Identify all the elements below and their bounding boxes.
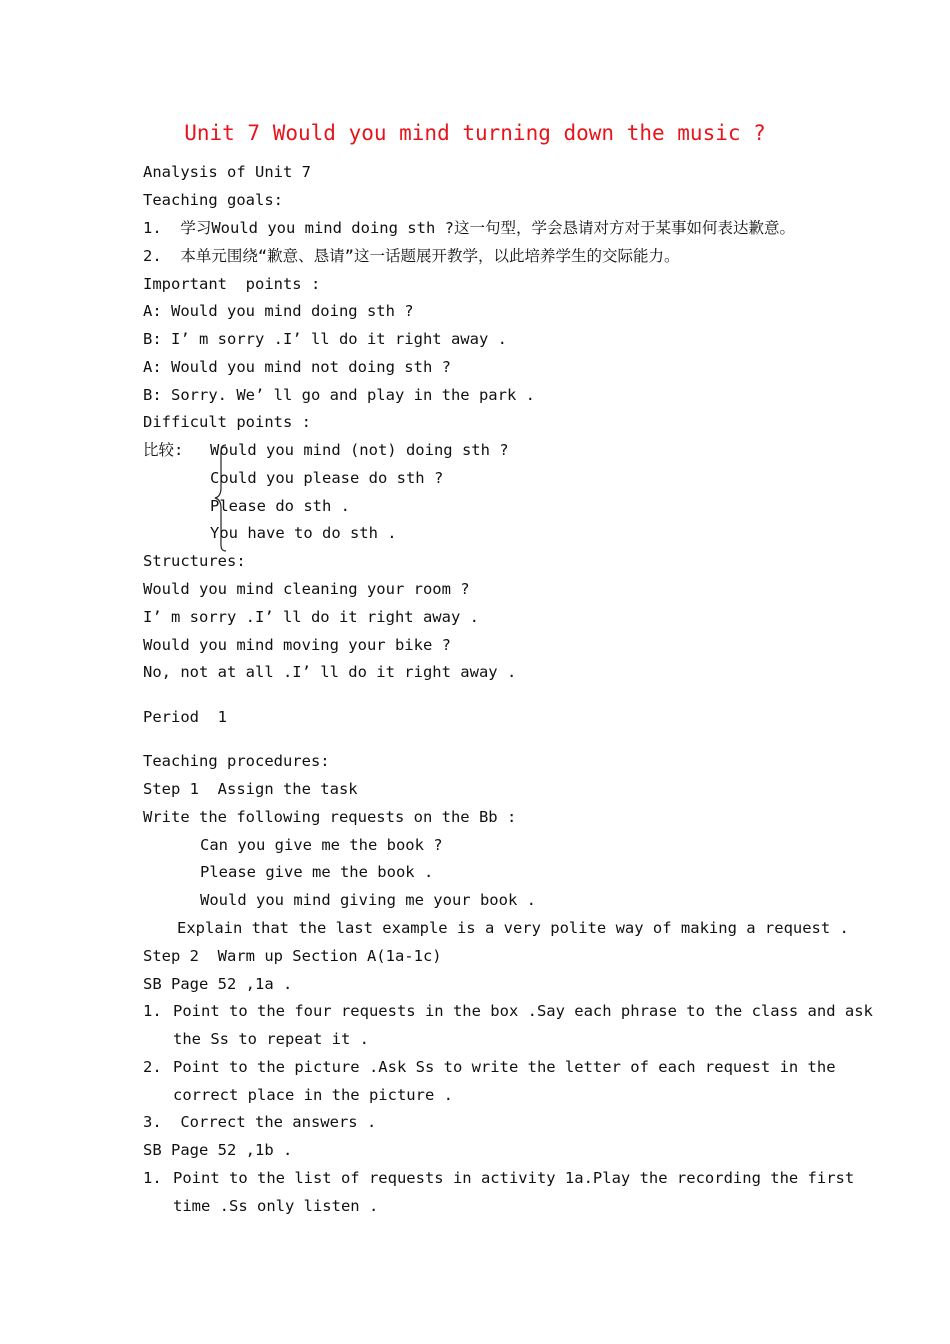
- activity-1a-item-1-line-2: the Ss to repeat it .: [173, 1030, 369, 1048]
- activity-1a-item-2-line-1: Point to the picture .Ask Ss to write the letter of each request in the: [173, 1058, 836, 1076]
- request-2: Please give me the book .: [200, 863, 434, 881]
- structure-3: Would you mind moving your bike ?: [143, 636, 451, 654]
- period-heading: Period 1: [143, 708, 227, 726]
- activity-1a-number-2: 2.: [143, 1058, 162, 1076]
- teaching-goals-label: Teaching goals:: [143, 191, 283, 209]
- important-point-4: B: Sorry. We’ ll go and play in the park .: [143, 386, 535, 404]
- document-title: Unit 7 Would you mind turning down the music ?: [184, 121, 766, 145]
- structure-2: I’ m sorry .I’ ll do it right away .: [143, 608, 479, 626]
- activity-1a-item-2-line-2: correct place in the picture .: [173, 1086, 453, 1104]
- activity-1a-item-1-line-1: Point to the four requests in the box .Say each phrase to the class and ask: [173, 1002, 873, 1020]
- request-1: Can you give me the book ?: [200, 836, 443, 854]
- important-point-1: A: Would you mind doing sth ?: [143, 302, 414, 320]
- compare-item-1: Would you mind (not) doing sth ?: [210, 441, 509, 459]
- goal-2: 2. 本单元围绕“歉意、恳请”这一话题展开教学，以此培养学生的交际能力。: [143, 247, 680, 265]
- structure-4: No, not at all .I’ ll do it right away .: [143, 663, 517, 681]
- compare-item-3: Please do sth .: [210, 497, 350, 515]
- activity-1a-item-3: 3. Correct the answers .: [143, 1113, 377, 1131]
- compare-item-4: You have to do sth .: [210, 524, 397, 542]
- compare-item-2: Could you please do sth ?: [210, 469, 444, 487]
- difficult-points-label: Difficult points :: [143, 413, 311, 431]
- step-2: Step 2 Warm up Section A(1a-1c): [143, 947, 442, 965]
- goal-1: 1. 学习Would you mind doing sth ?这一句型，学会恳请对方对于某事如何表达歉意。: [143, 219, 795, 237]
- compare-label: 比较:: [143, 441, 184, 459]
- sb-page-1b: SB Page 52 ,1b .: [143, 1141, 293, 1159]
- activity-1b-item-1-line-2: time .Ss only listen .: [173, 1197, 379, 1215]
- sb-page-1a: SB Page 52 ,1a .: [143, 975, 293, 993]
- explain-note: Explain that the last example is a very polite way of making a request .: [177, 919, 849, 937]
- activity-1b-item-1-line-1: Point to the list of requests in activity 1a.Play the recording the first: [173, 1169, 855, 1187]
- request-3: Would you mind giving me your book .: [200, 891, 536, 909]
- structures-label: Structures:: [143, 552, 246, 570]
- important-points-label: Important points :: [143, 275, 321, 293]
- procedures-label: Teaching procedures:: [143, 752, 330, 770]
- structure-1: Would you mind cleaning your room ?: [143, 580, 470, 598]
- brace-icon: [214, 444, 228, 552]
- activity-1b-number-1: 1.: [143, 1169, 162, 1187]
- important-point-2: B: I’ m sorry .I’ ll do it right away .: [143, 330, 507, 348]
- important-point-3: A: Would you mind not doing sth ?: [143, 358, 451, 376]
- step-1: Step 1 Assign the task: [143, 780, 358, 798]
- activity-1a-number-1: 1.: [143, 1002, 162, 1020]
- analysis-heading: Analysis of Unit 7: [143, 163, 311, 181]
- write-instruction: Write the following requests on the Bb :: [143, 808, 517, 826]
